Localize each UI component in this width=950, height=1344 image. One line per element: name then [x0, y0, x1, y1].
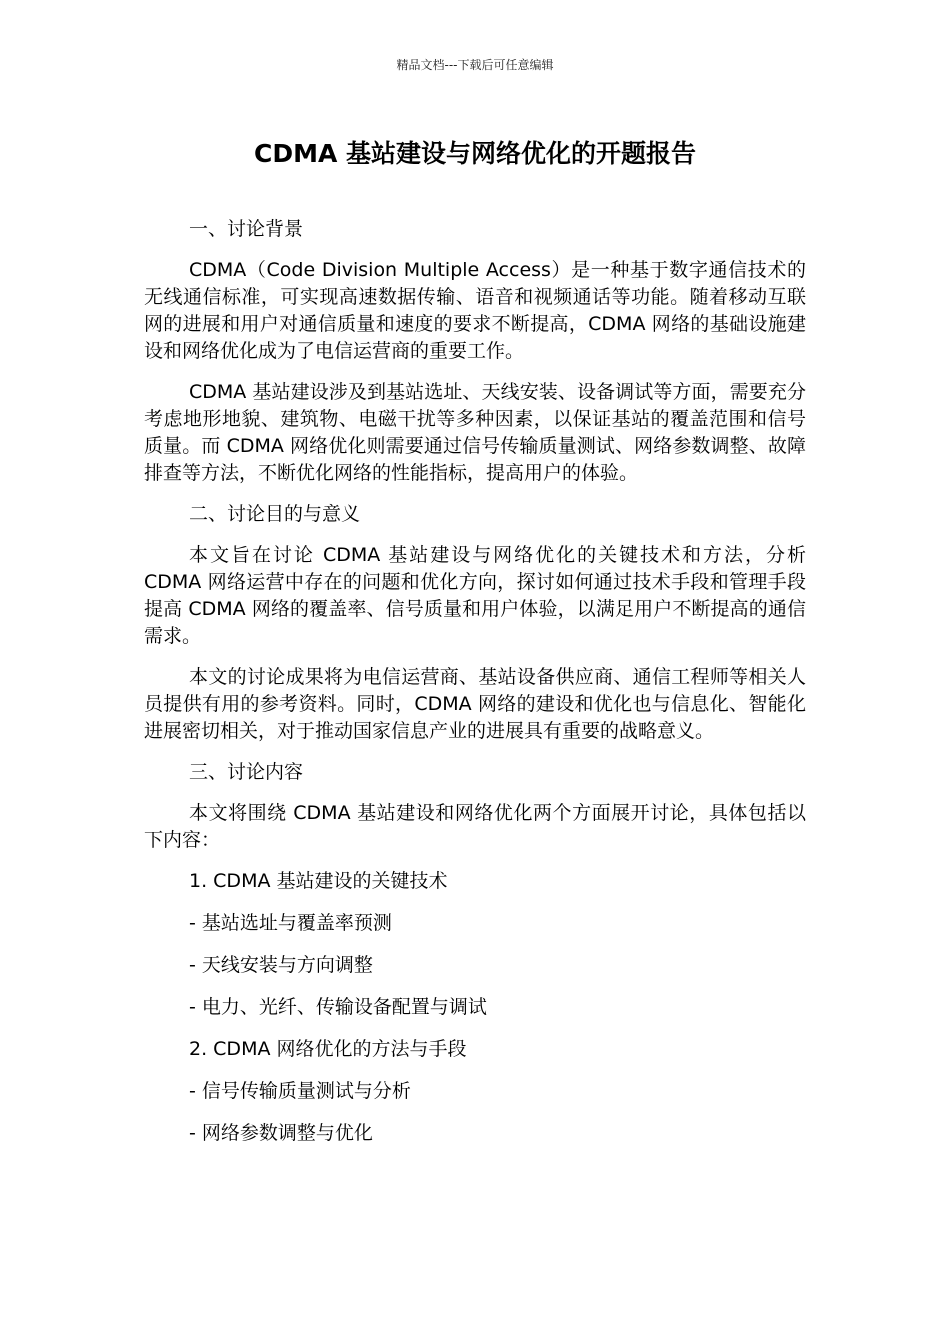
list-item: - 电力、光纤、传输设备配置与调试: [189, 996, 487, 1018]
document-body: [144, 216, 806, 1162]
document-title: CDMA 基站建设与网络优化的开题报告: [253, 139, 697, 168]
paragraph: 本文的讨论成果将为电信运营商、基站设备供应商、通信工程师等相关人员提供有用的参考资料。同时，CDMA 网络的建设和优化也与信息化、智能化进展密切相关，对于推动国家信息产业的进展具有重要的战略意义。: [144, 666, 806, 742]
list-item: - 天线安装与方向调整: [189, 954, 373, 976]
section-heading-purpose: 二、讨论目的与意义: [189, 503, 361, 525]
paragraph: CDMA（Code Division Multiple Access）是一种基于数字通信技术的无线通信标准，可实现高速数据传输、语音和视频通话等功能。随着移动互联网的进展和用户对通信质量和速度的要求不断提高，CDMA 网络的基础设施建设和网络优化成为了电信运营商的重要工作。: [144, 259, 806, 362]
list-item: - 网络参数调整与优化: [189, 1122, 373, 1144]
paragraph: CDMA 基站建设涉及到基站选址、天线安装、设备调试等方面，需要充分考虑地形地貌、建筑物、电磁干扰等多种因素，以保证基站的覆盖范围和信号质量。而 CDMA 网络优化则需要通过信号传输质量测试、网络参数调整、故障排查等方法，不断优化网络的性能指标，提高用户的体验。: [144, 381, 806, 484]
paragraph: 本文将围绕 CDMA 基站建设和网络优化两个方面展开讨论，具体包括以下内容：: [144, 802, 806, 851]
list-item: - 信号传输质量测试与分析: [189, 1080, 411, 1102]
header-note: 精品文档---下载后可任意编辑: [396, 58, 554, 72]
section-heading-content: 三、讨论内容: [189, 761, 304, 783]
list-item: 2. CDMA 网络优化的方法与手段: [189, 1038, 467, 1060]
list-item: - 基站选址与覆盖率预测: [189, 912, 392, 934]
paragraph: 本文旨在讨论 CDMA 基站建设与网络优化的关键技术和方法，分析 CDMA 网络运营中存在的问题和优化方向，探讨如何通过技术手段和管理手段提高 CDMA 网络的覆盖率、信号质量和用户体验，以满足用户不断提高的通信需求。: [144, 544, 806, 647]
list-item: 1. CDMA 基站建设的关键技术: [189, 870, 448, 892]
section-heading-background: 一、讨论背景: [189, 218, 304, 240]
